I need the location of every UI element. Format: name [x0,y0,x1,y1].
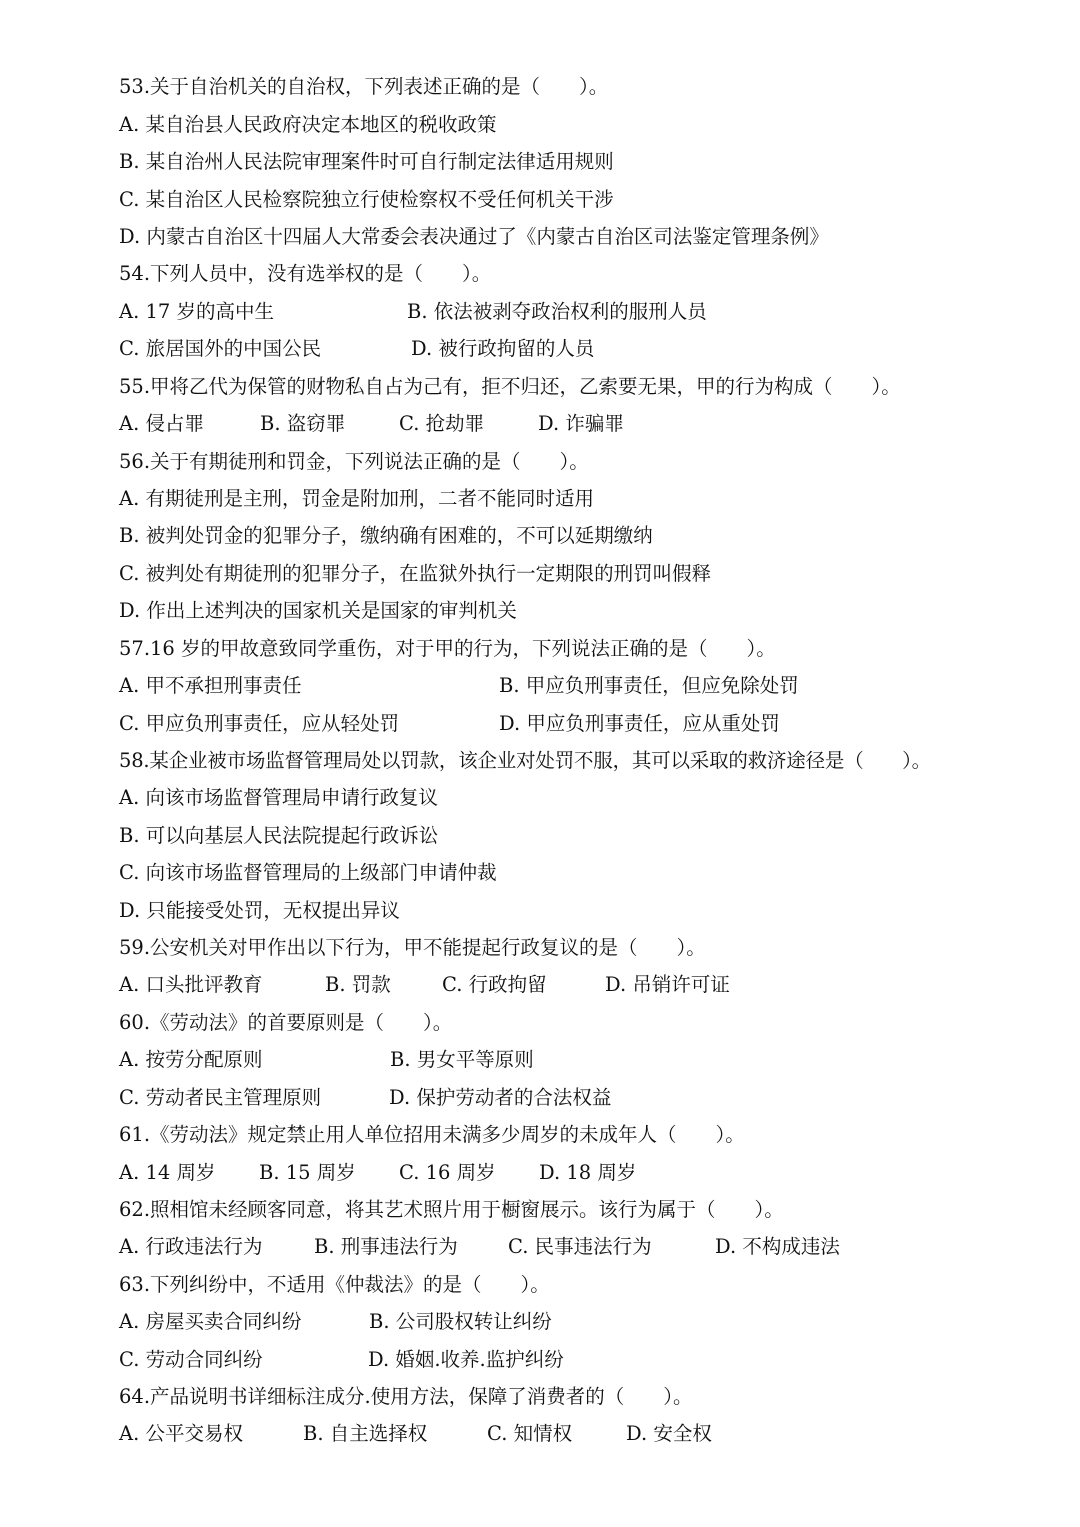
question-62-option-c: C. 民事违法行为 [508,1235,652,1258]
question-59-option-b: B. 罚款 [325,973,391,996]
question-62-option-b: B. 刑事违法行为 [314,1235,458,1258]
question-63-options-row-1 [119,1306,552,1338]
question-60-stem: 60.《劳动法》的首要原则是（ ）。 [119,1011,453,1034]
question-57-options-row-2 [119,708,780,740]
question-60-option-c: C. 劳动者民主管理原则 [119,1086,322,1109]
question-53-stem: 53.关于自治机关的自治权，下列表述正确的是（ ）。 [119,75,609,98]
question-55-option-d: D. 诈骗罪 [538,412,624,435]
question-59-option-d: D. 吊销许可证 [605,973,730,996]
question-61-options-row [119,1157,637,1189]
question-54-stem: 54.下列人员中，没有选举权的是（ ）。 [119,262,492,285]
question-53-option-c: C. 某自治区人民检察院独立行使检察权不受任何机关干涉 [119,188,614,211]
question-62-option-a: A. 行政违法行为 [119,1235,263,1258]
question-64-stem: 64.产品说明书详细标注成分.使用方法，保障了消费者的（ ）。 [119,1385,693,1408]
question-62-option-d: D. 不构成违法 [715,1235,840,1258]
question-58-stem: 58.某企业被市场监督管理局处以罚款，该企业对处罚不服，其可以采取的救济途径是（ ）。 [119,749,931,772]
question-58-option-a: A. 向该市场监督管理局申请行政复议 [119,786,438,809]
question-63-option-c: C. 劳动合同纠纷 [119,1348,263,1371]
question-64-option-d: D. 安全权 [626,1422,712,1445]
question-63-stem: 63.下列纠纷中，不适用《仲裁法》的是（ ）。 [119,1273,550,1296]
question-54-options-row-2 [119,333,595,365]
question-53-option-d: D. 内蒙古自治区十四届人大常委会表决通过了《内蒙古自治区司法鉴定管理条例》 [119,225,829,248]
question-58-option-d: D. 只能接受处罚，无权提出异议 [119,899,400,922]
question-53-option-b: B. 某自治州人民法院审理案件时可自行制定法律适用规则 [119,150,614,173]
question-57-option-c: C. 甲应负刑事责任，应从轻处罚 [119,712,400,735]
question-63-option-d: D. 婚姻.收养.监护纠纷 [368,1348,564,1371]
question-57-options-row-1 [119,670,799,702]
question-54-options-row-1 [119,296,707,328]
question-59-option-c: C. 行政拘留 [442,973,547,996]
question-54-option-a: A. 17 岁的高中生 [119,300,274,323]
question-60-options-row-2 [119,1082,612,1114]
question-60-option-b: B. 男女平等原则 [390,1048,534,1071]
question-55-option-c: C. 抢劫罪 [399,412,485,435]
question-54-option-b: B. 依法被剥夺政治权利的服刑人员 [407,300,707,323]
question-61-stem: 61.《劳动法》规定禁止用人单位招用未满多少周岁的未成年人（ ）。 [119,1123,745,1146]
question-58-option-b: B. 可以向基层人民法院提起行政诉讼 [119,824,439,847]
question-54-option-c: C. 旅居国外的中国公民 [119,337,322,360]
question-63-option-a: A. 房屋买卖合同纠纷 [119,1310,302,1333]
question-61-option-b: B. 15 周岁 [259,1161,356,1184]
question-56-option-a: A. 有期徒刑是主刑，罚金是附加刑，二者不能同时适用 [119,487,594,510]
question-64-option-a: A. 公平交易权 [119,1422,243,1445]
question-55-option-b: B. 盗窃罪 [260,412,346,435]
question-61-option-c: C. 16 周岁 [399,1161,496,1184]
question-54-option-d: D. 被行政拘留的人员 [411,337,595,360]
question-63-options-row-2 [119,1344,564,1376]
question-61-option-d: D. 18 周岁 [539,1161,637,1184]
question-53-option-a: A. 某自治县人民政府决定本地区的税收政策 [119,113,497,136]
question-56-option-d: D. 作出上述判决的国家机关是国家的审判机关 [119,599,517,622]
question-57-option-b: B. 甲应负刑事责任，但应免除处罚 [499,674,799,697]
question-64-options-row [119,1418,712,1450]
question-64-option-c: C. 知情权 [487,1422,573,1445]
question-56-option-b: B. 被判处罚金的犯罪分子，缴纳确有困难的，不可以延期缴纳 [119,524,653,547]
question-57-option-d: D. 甲应负刑事责任，应从重处罚 [499,712,780,735]
question-63-option-b: B. 公司股权转让纠纷 [369,1310,552,1333]
question-61-option-a: A. 14 周岁 [119,1161,216,1184]
question-62-options-row [119,1231,840,1263]
question-55-options-row [119,408,624,440]
question-55-stem: 55.甲将乙代为保管的财物私自占为己有，拒不归还，乙索要无果，甲的行为构成（ ）。 [119,375,901,398]
question-60-option-d: D. 保护劳动者的合法权益 [389,1086,612,1109]
question-59-options-row [119,969,730,1001]
question-62-stem: 62.照相馆未经顾客同意，将其艺术照片用于橱窗展示。该行为属于（ ）。 [119,1198,784,1221]
question-59-stem: 59.公安机关对甲作出以下行为，甲不能提起行政复议的是（ ）。 [119,936,706,959]
question-58-option-c: C. 向该市场监督管理局的上级部门申请仲裁 [119,861,497,884]
question-56-stem: 56.关于有期徒刑和罚金，下列说法正确的是（ ）。 [119,450,589,473]
question-59-option-a: A. 口头批评教育 [119,973,263,996]
question-57-stem: 57.16 岁的甲故意致同学重伤，对于甲的行为，下列说法正确的是（ ）。 [119,637,776,660]
question-56-option-c: C. 被判处有期徒刑的犯罪分子，在监狱外执行一定期限的刑罚叫假释 [119,562,712,585]
question-55-option-a: A. 侵占罪 [119,412,204,435]
question-60-option-a: A. 按劳分配原则 [119,1048,263,1071]
question-60-options-row-1 [119,1044,534,1076]
question-64-option-b: B. 自主选择权 [303,1422,428,1445]
question-57-option-a: A. 甲不承担刑事责任 [119,674,302,697]
